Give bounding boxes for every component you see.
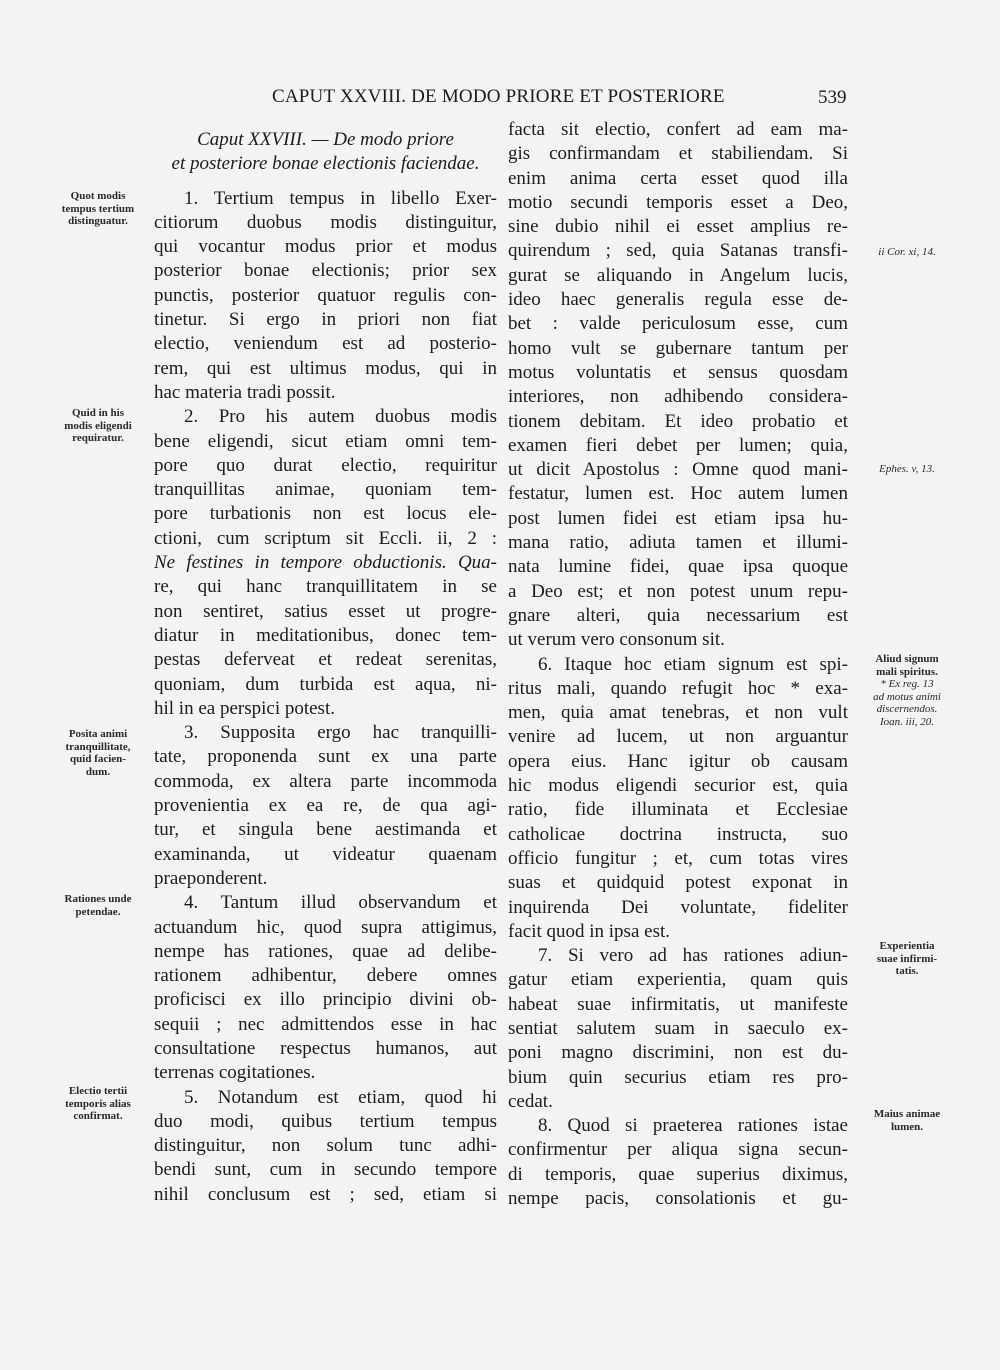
text-line: bium quin securius etiam res pro- — [508, 1066, 848, 1088]
text-line: cedat. — [508, 1090, 553, 1112]
text-line: quirendum ; sed, quia Satanas transfi- — [508, 240, 848, 262]
text-line: 6. Itaque hoc etiam signum est spi- — [538, 653, 848, 675]
text-line: facit quod in ipsa est. — [508, 920, 670, 942]
text-line: commoda, ex altera parte incommoda — [154, 770, 497, 792]
text-line: ut dicit Apostolus : Omne quod mani- — [508, 459, 848, 481]
left-margin-note: Posita animi tranquillitate, quid facien- dum. — [65, 728, 131, 778]
text-line: facta sit electio, confert ad eam ma- — [508, 119, 848, 140]
text-line: tranquillitas animae, quoniam tem- — [154, 479, 497, 501]
text-line: citiorum duobus modis distinguitur, — [154, 211, 497, 233]
text-line: interiores, non adhibendo considera- — [508, 386, 848, 408]
text-line: et posteriore bonae electionis faciendae. — [171, 153, 480, 175]
text-line: hil in ea perspici potest. — [154, 697, 335, 719]
text-line: punctis, posterior quatuor regulis con- — [154, 284, 497, 306]
text-line: rationem adhibentur, debere omnes — [154, 965, 497, 987]
text-line: consultatione respectus humanos, aut — [154, 1037, 497, 1059]
text-line: quoniam, dum turbida est aqua, ni- — [154, 673, 497, 695]
text-line: hic modus eligendi securior est, quia — [508, 775, 848, 797]
text-line: gnare alteri, quia necessarium est — [508, 604, 848, 626]
text-line: actuandum hic, quod supra attigimus, — [154, 916, 497, 938]
text-line: diatur in meditationibus, donec tem- — [154, 624, 497, 646]
text-line: electio, veniendum est ad posterio- — [154, 333, 497, 355]
text-line: nihil conclusum est ; sed, etiam si — [154, 1183, 497, 1205]
text-line: ratio, fide illuminata et Ecclesiae — [508, 799, 848, 821]
text-line: 5. Notandum est etiam, quod hi — [184, 1086, 497, 1108]
text-line: ideo haec generalis regula esse de- — [508, 289, 848, 311]
text-line: examen fieri debet per lumen; quia, — [508, 434, 848, 456]
text-line: distinguitur, non solum tunc adhi- — [154, 1135, 497, 1157]
text-line: suas et quidquid potest exponat in — [508, 872, 848, 894]
text-line: motus voluntatis et sensus quosdam — [508, 361, 848, 383]
left-margin-note: Quid in his modis eligendi requiratur. — [64, 407, 132, 444]
text-line: confirmentur per aliqua signa secun- — [508, 1139, 848, 1161]
text-line: qui vocantur modus prior et modus — [154, 236, 497, 258]
text-line: re, qui hanc tranquillitatem in se — [154, 576, 497, 598]
left-text-column — [154, 118, 497, 1207]
text-line: tinetur. Si ergo in priori non fiat — [154, 309, 497, 331]
text-line: bendi sunt, cum in secundo tempore — [154, 1159, 497, 1181]
text-line: post lumen fidei est etiam ipsa hu- — [508, 507, 848, 529]
left-margin-note: Electio tertii temporis alias confirmat. — [65, 1085, 131, 1122]
text-line: a Deo est; et non potest unum repu- — [508, 580, 848, 602]
text-line: 2. Pro his autem duobus modis — [184, 406, 497, 428]
running-title: CAPUT XXVIII. DE MODO PRIORE ET POSTERIORE — [272, 86, 725, 107]
right-text-column — [508, 118, 848, 1211]
text-line: proficisci ex illo principio divini ob- — [154, 989, 497, 1011]
text-line: pestas deferveat et redeat serenitas, — [154, 649, 497, 671]
text-line: gurat se aliquando in Angelum lucis, — [508, 264, 848, 286]
text-line: poni magno discrimini, non est du- — [508, 1042, 848, 1064]
text-line: rem, qui est ultimus modus, qui in — [154, 357, 497, 379]
text-line: ctioni, cum scriptum sit Eccli. ii, 2 : — [154, 527, 497, 549]
text-line: terrenas cogitationes. — [154, 1062, 316, 1084]
text-line: non sentiret, satius esset ut progre- — [154, 600, 497, 622]
text-line: mana ratio, adiuta tamen et illumi- — [508, 532, 848, 554]
right-margin-note: Maius animae lumen. — [873, 1108, 941, 1133]
text-line: nempe pacis, consolationis et gu- — [508, 1188, 848, 1210]
text-line: 8. Quod si praeterea rationes istae — [538, 1115, 848, 1137]
text-line: examinanda, ut videatur quaenam — [154, 843, 497, 865]
text-line: gatur etiam experientia, quam quis — [508, 969, 848, 991]
text-line: duo modi, quibus tertium tempus — [154, 1110, 497, 1132]
right-margin-reference: Ephes. v, 13. — [879, 463, 935, 475]
page-number: 539 — [818, 87, 847, 108]
text-line: tate, proponenda sunt ex una parte — [154, 746, 497, 768]
text-line: gis confirmandam et stabiliendam. Si — [508, 143, 848, 165]
text-line: pore quo durat electio, requiritur — [154, 454, 497, 476]
text-line: enim anima certa esset quod illa — [508, 167, 848, 189]
text-line: habeat suae infirmitatis, ut manifeste — [508, 993, 848, 1015]
left-margin-note: Quot modis tempus tertium distinguatur. — [61, 190, 135, 227]
text-line: Caput XXVIII. — De modo priore — [197, 129, 454, 150]
text-line: hac materia tradi possit. — [154, 381, 336, 403]
text-line: bet : valde periculosum esse, cum — [508, 313, 848, 335]
text-line: ritus mali, quando refugit hoc * exa- — [508, 677, 848, 699]
text-line: ut verum vero consonum sit. — [508, 629, 725, 651]
text-line: 3. Supposita ergo hac tranquilli- — [184, 722, 497, 744]
text-line: praeponderent. — [154, 867, 268, 889]
text-line: opera eius. Hanc igitur ob causam — [508, 750, 848, 772]
text-line: men, quia amat tenebras, et non vult — [508, 702, 848, 724]
text-line: 4. Tantum illud observandum et — [184, 892, 497, 914]
text-line: catholicae doctrina instructa, suo — [508, 823, 848, 845]
text-line: nempe has rationes, quae ad delibe- — [154, 940, 497, 962]
text-line: tur, et singula bene aestimanda et — [154, 819, 497, 841]
text-line: 7. Si vero ad has rationes adiun- — [538, 945, 848, 967]
text-line: homo vult se gubernare tantum per — [508, 337, 848, 359]
text-line: pore turbationis non est locus ele- — [154, 503, 497, 525]
right-margin-note: Experientia suae infirmi- tatis. — [876, 940, 938, 977]
right-margin-reference: ii Cor. xi, 14. — [878, 246, 936, 258]
text-line: posterior bonae electionis; prior sex — [154, 260, 497, 282]
text-line: venire ad lucem, ut non arguantur — [508, 726, 848, 748]
text-line: bene eligendi, sicut etiam omni tem- — [154, 430, 497, 452]
text-line: officio fungitur ; et, cum totas vires — [508, 847, 848, 869]
text-line: inquirenda Dei voluntate, fideliter — [508, 896, 848, 918]
text-line: festatur, lumen est. Hoc autem lumen — [508, 483, 848, 505]
right-margin-note: Aliud signum mali spiritus. * Ex reg. 13 ad motus animi discernendos. Ioan. iii, 20. — [873, 653, 941, 728]
text-line: 1. Tertium tempus in libello Exer- — [184, 187, 497, 209]
text-line: tionem debitam. Et ideo probatio et — [508, 410, 848, 432]
text-line: sequii ; nec admittendos esse in hac — [154, 1013, 497, 1035]
text-line: di temporis, quae superius diximus, — [508, 1163, 848, 1185]
text-line: sine dubio nihil ei esset amplius re- — [508, 216, 848, 238]
text-line: Ne festines in tempore obductionis. Qua- — [154, 552, 497, 574]
left-margin-note: Rationes unde petendae. — [64, 893, 132, 918]
text-line: provenientia ex ea re, de qua agi- — [154, 795, 497, 817]
text-line: motio secundi temporis esset a Deo, — [508, 191, 848, 213]
text-line: nata lumine fidei, quae ipsa quoque — [508, 556, 848, 578]
text-line: sentiat salutem suam in saeculo ex- — [508, 1017, 848, 1039]
